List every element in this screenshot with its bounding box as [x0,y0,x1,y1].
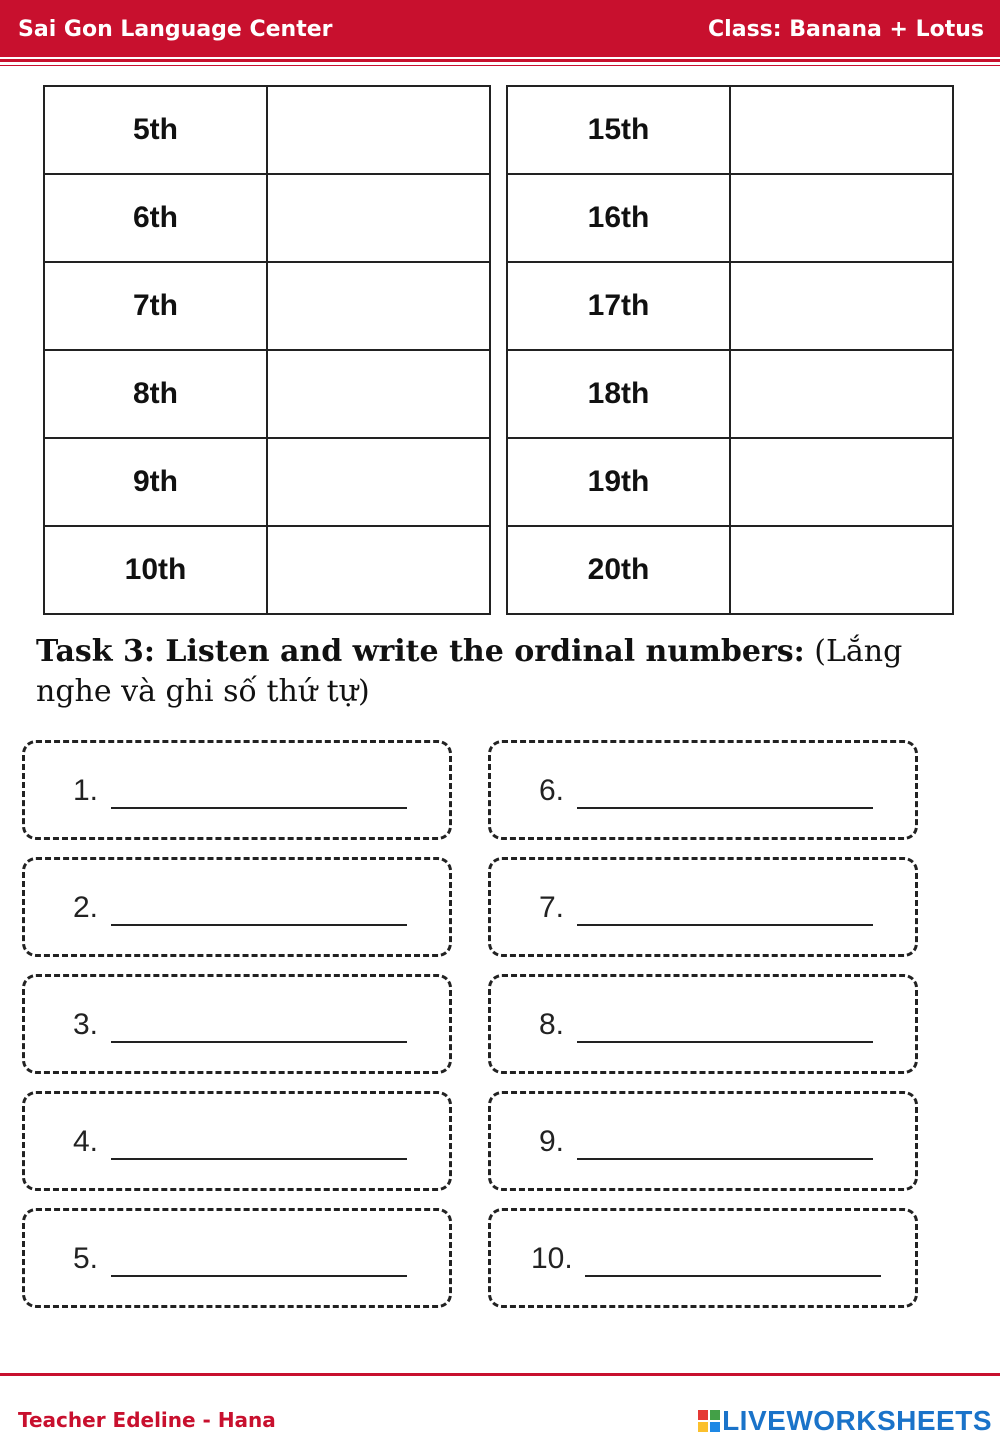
ordinal-label: 6th [44,174,267,262]
answer-line[interactable] [585,1275,881,1277]
answer-line[interactable] [111,807,407,809]
answer-cell[interactable] [730,350,953,438]
class-info: Class: Banana + Lotus [708,17,984,42]
ordinal-label: 18th [507,350,730,438]
liveworksheets-brand [698,1405,992,1437]
answer-box-6 [488,740,918,840]
answer-number: 3. [73,1008,99,1041]
answer-box-9 [488,1091,918,1191]
table-row [507,438,953,526]
ordinal-label: 16th [507,174,730,262]
answer-line[interactable] [111,924,407,926]
answer-line[interactable] [577,1041,873,1043]
table-row [507,350,953,438]
answer-cell[interactable] [730,438,953,526]
ordinal-label: 20th [507,526,730,614]
table-row [44,438,490,526]
answer-line[interactable] [111,1275,407,1277]
ordinal-label: 5th [44,86,267,174]
answer-line[interactable] [111,1158,407,1160]
ordinal-label: 8th [44,350,267,438]
answer-box-1 [22,740,452,840]
table-row [44,350,490,438]
answer-number: 2. [73,891,99,924]
answer-number: 1. [73,774,99,807]
table-row [44,526,490,614]
answer-box-2 [22,857,452,957]
header-bar [0,0,1000,57]
table-row [507,174,953,262]
answer-line[interactable] [577,924,873,926]
table-row [44,86,490,174]
answer-number: 10. [531,1242,573,1275]
answer-number: 9. [539,1125,565,1158]
ordinal-label: 17th [507,262,730,350]
answer-box-4 [22,1091,452,1191]
teacher-name: Teacher Edeline - Hana [18,1408,276,1432]
answer-cell[interactable] [267,438,490,526]
ordinal-label: 7th [44,262,267,350]
table-row [44,262,490,350]
table-row [44,174,490,262]
task3-title: Task 3: Listen and write the ordinal numbers: [36,634,805,669]
answer-cell[interactable] [730,174,953,262]
answer-cell[interactable] [730,262,953,350]
answer-cell[interactable] [267,350,490,438]
answer-cell[interactable] [267,262,490,350]
answer-cell[interactable] [267,526,490,614]
answer-number: 7. [539,891,565,924]
answer-cell[interactable] [267,174,490,262]
answer-box-5 [22,1208,452,1308]
ordinal-label: 19th [507,438,730,526]
answer-box-7 [488,857,918,957]
task3-subtitle: (Lắng nghe và ghi số thứ tự) [36,634,903,709]
answer-line[interactable] [111,1041,407,1043]
header-divider [0,59,1000,62]
liveworksheets-logo-icon [698,1410,720,1432]
ordinal-table-right [506,85,954,615]
center-name: Sai Gon Language Center [18,17,333,42]
answer-number: 8. [539,1008,565,1041]
answer-number: 6. [539,774,565,807]
answer-line[interactable] [577,1158,873,1160]
answer-box-3 [22,974,452,1074]
ordinal-label: 15th [507,86,730,174]
task3-instructions [36,632,956,712]
answer-cell[interactable] [730,526,953,614]
table-row [507,526,953,614]
ordinal-label: 10th [44,526,267,614]
answer-cell[interactable] [267,86,490,174]
footer-divider [0,1373,1000,1376]
ordinal-label: 9th [44,438,267,526]
answer-line[interactable] [577,807,873,809]
ordinal-table-left [43,85,491,615]
table-row [507,86,953,174]
answer-number: 5. [73,1242,99,1275]
table-row [507,262,953,350]
brand-name: LIVEWORKSHEETS [722,1405,992,1436]
answer-cell[interactable] [730,86,953,174]
answer-box-10 [488,1208,918,1308]
header-divider-thin [0,65,1000,66]
answer-box-8 [488,974,918,1074]
answer-number: 4. [73,1125,99,1158]
